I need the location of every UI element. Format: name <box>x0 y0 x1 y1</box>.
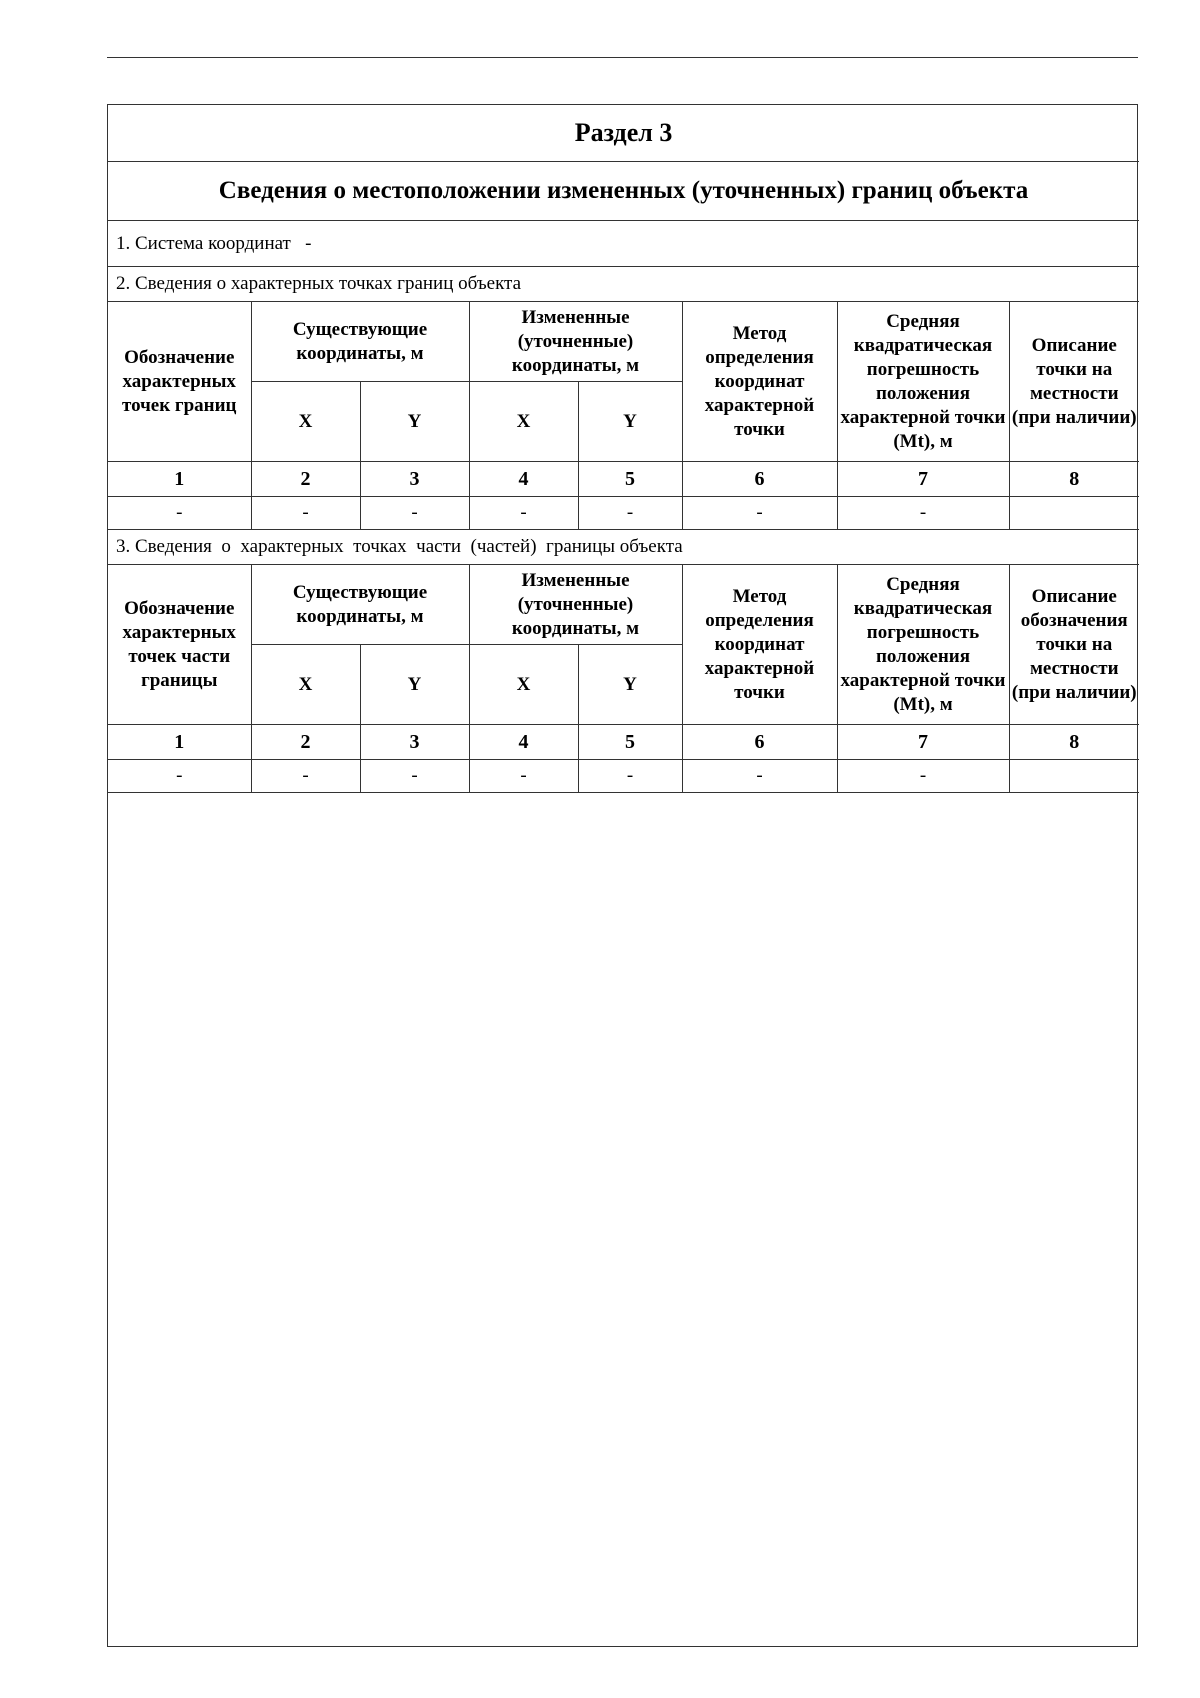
table2-col-existing-y: Y <box>360 645 469 725</box>
table1-data-cell: - <box>469 497 578 530</box>
table1-num-cell: 5 <box>578 462 682 497</box>
table1-data-cell: - <box>682 497 837 530</box>
table2-num-cell: 6 <box>682 725 837 760</box>
table2-col-description: Описание обозначения точки на местности (при наличии) <box>1009 565 1139 725</box>
table2-col-changed-x: X <box>469 645 578 725</box>
section-title: Раздел 3 <box>108 105 1139 162</box>
table1-num-cell: 3 <box>360 462 469 497</box>
table1-data-cell: - <box>251 497 360 530</box>
section-subtitle: Сведения о местоположении измененных (уточненных) границ объекта <box>108 162 1139 221</box>
table2-data-cell: - <box>360 760 469 793</box>
table1-col-changed-y: Y <box>578 382 682 462</box>
table1-col-method: Метод определения координат характерной точки <box>682 302 837 462</box>
table2-col-existing: Существующие координаты, м <box>251 565 469 645</box>
coordinate-system-value: - <box>305 232 312 254</box>
table2-col-changed: Измененные (уточненные) координаты, м <box>469 565 682 645</box>
table1-data-cell: - <box>578 497 682 530</box>
table2-heading: 3. Сведения о характерных точках части (частей) границы объекта <box>108 530 1139 565</box>
table2-data-cell: - <box>682 760 837 793</box>
table2-num-cell: 1 <box>108 725 251 760</box>
table1-col-existing: Существующие координаты, м <box>251 302 469 382</box>
table2-num-cell: 7 <box>837 725 1009 760</box>
table2-col-existing-x: X <box>251 645 360 725</box>
table1-num-cell: 7 <box>837 462 1009 497</box>
table1-col-changed-x: X <box>469 382 578 462</box>
table1-col-designation: Обозначение характерных точек границ <box>108 302 251 462</box>
table2-data-cell <box>1009 760 1139 793</box>
table1-num-cell: 8 <box>1009 462 1139 497</box>
table2-num-cell: 2 <box>251 725 360 760</box>
table2-col-method: Метод определения координат характерной точки <box>682 565 837 725</box>
table1-number-row <box>108 462 1139 497</box>
table1-col-description: Описание точки на местности (при наличии) <box>1009 302 1139 462</box>
table1-data-row <box>108 497 1139 530</box>
table2-data-cell: - <box>469 760 578 793</box>
table1-col-existing-y: Y <box>360 382 469 462</box>
table2-data-cell: - <box>251 760 360 793</box>
table2-data-cell: - <box>108 760 251 793</box>
table2-num-cell: 4 <box>469 725 578 760</box>
top-rule <box>107 57 1138 58</box>
table1-num-cell: 4 <box>469 462 578 497</box>
table1-heading: 2. Сведения о характерных точках границ объекта <box>108 267 1139 302</box>
table2-data-cell: - <box>837 760 1009 793</box>
section-frame <box>107 104 1138 1647</box>
table1-num-cell: 6 <box>682 462 837 497</box>
table2-num-cell: 5 <box>578 725 682 760</box>
table1-num-cell: 2 <box>251 462 360 497</box>
table1-col-error: Средняя квадратическая погрешность положения характерной точки (Mt), м <box>837 302 1009 462</box>
coordinate-system-row <box>108 221 1139 267</box>
coordinate-system-label: 1. Система координат <box>116 232 291 254</box>
table2-col-designation: Обозначение характерных точек части границы <box>108 565 251 725</box>
table1-data-cell: - <box>108 497 251 530</box>
table2-number-row <box>108 725 1139 760</box>
table1-col-existing-x: X <box>251 382 360 462</box>
table2-data-row <box>108 760 1139 793</box>
table1-data-cell <box>1009 497 1139 530</box>
table2-col-error: Средняя квадратическая погрешность положения характерной точки (Mt), м <box>837 565 1009 725</box>
table1-col-changed: Измененные (уточненные) координаты, м <box>469 302 682 382</box>
table1-data-cell: - <box>360 497 469 530</box>
table2-data-cell: - <box>578 760 682 793</box>
section-table <box>108 105 1139 793</box>
table2-col-changed-y: Y <box>578 645 682 725</box>
table1-data-cell: - <box>837 497 1009 530</box>
table2-num-cell: 3 <box>360 725 469 760</box>
table2-num-cell: 8 <box>1009 725 1139 760</box>
table1-num-cell: 1 <box>108 462 251 497</box>
